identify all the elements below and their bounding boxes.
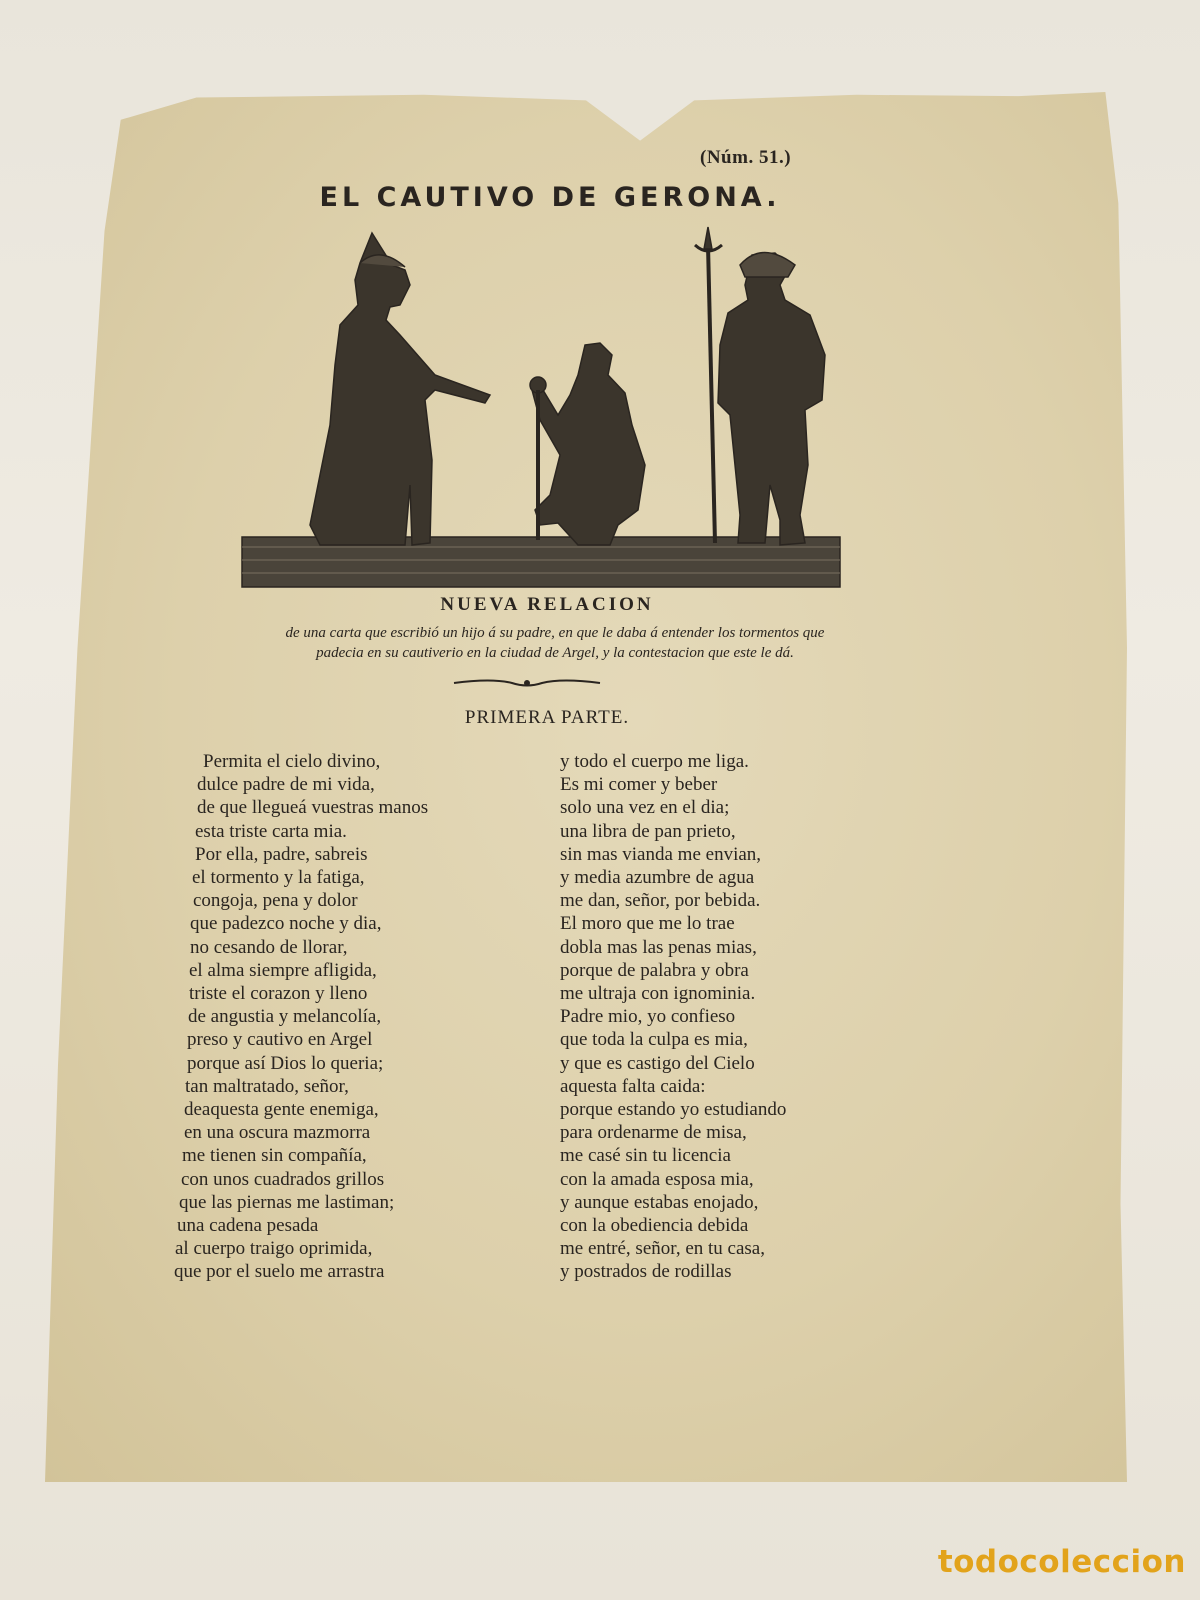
verse-line: Por ella, padre, sabreis [195,843,368,865]
verse-line: preso y cautivo en Argel [187,1029,373,1051]
verse-line: con la obediencia debida [560,1215,749,1237]
page-title: EL CAUTIVO DE GERONA. [319,182,781,213]
verse-line: porque de palabra y obra [560,959,749,981]
verse-line: porque estando yo estudiando [560,1099,787,1121]
verse-line: sin mas vianda me envian, [560,843,762,865]
verse-line: el tormento y la fatiga, [192,867,365,889]
verse-line: me ultraja con ignominia. [560,983,756,1005]
verse-line: el alma siempre afligida, [189,959,377,981]
verse-line: para ordenarme de misa, [560,1122,747,1144]
verse-line: aquesta falta caida: [560,1075,706,1097]
verse-line: me tienen sin compañía, [182,1145,367,1167]
subtitle: NUEVA RELACION [440,594,654,615]
verse-line: en una oscura mazmorra [184,1122,371,1144]
verse-line: deaquesta gente enemiga, [184,1099,379,1121]
description [210,623,900,663]
verse-line: al cuerpo traigo oprimida, [175,1238,373,1260]
verse-line: tan maltratado, señor, [185,1075,349,1097]
verse-line: y postrados de rodillas [560,1261,732,1283]
verse-line: que padezco noche y dia, [190,913,382,935]
verse-line: y que es castigo del Cielo [560,1052,755,1074]
verse-line: me casé sin tu licencia [560,1145,731,1167]
verse-line: de angustia y melancolía, [188,1006,382,1028]
ornament-divider-icon [452,676,602,690]
verse-line: porque así Dios lo queria; [187,1052,384,1074]
verse-line: que toda la culpa es mia, [560,1029,748,1051]
description-line-2: padecia en su cautiverio en la ciudad de Argel, y la contestacion que este le dá. [316,645,794,661]
verse-line: Permita el cielo divino, [203,751,381,772]
verse-line: triste el corazon y lleno [189,983,368,1005]
watermark-text: todocoleccion [937,1544,1186,1580]
verse-line: solo una vez en el dia; [560,797,730,819]
verse-line: me entré, señor, en tu casa, [560,1238,765,1260]
verse-column-right [560,750,786,1284]
description-line-1: de una carta que escribió un hijo á su padre, en que le daba á entender los tormentos que [285,625,825,641]
verse-line: El moro que me lo trae [560,913,735,935]
issue-number: (Núm. 51.) [700,147,792,168]
verse-line: que las piernas me lastiman; [179,1191,395,1213]
verse-line: de que llegueá vuestras manos [197,797,429,819]
verse-line: dobla mas las penas mias, [560,936,757,958]
verse-line: no cesando de llorar, [190,936,348,958]
part-heading: PRIMERA PARTE. [464,707,630,728]
verse-line: con la amada esposa mia, [560,1168,754,1190]
verse-line: una libra de pan prieto, [560,820,736,842]
verse-line: Padre mio, yo confieso [560,1006,736,1028]
verse-line: dulce padre de mi vida, [197,774,375,796]
verse-line: y aunque estabas enojado, [560,1191,759,1213]
verse-line: y media azumbre de agua [560,867,755,889]
verse-line: Es mi comer y beber [560,774,718,796]
watermark-logo [938,1544,1186,1580]
verse-line: con unos cuadrados grillos [181,1168,385,1190]
verse-line: esta triste carta mia. [195,820,347,842]
verse-line: una cadena pesada [177,1215,319,1237]
verse-line: me dan, señor, por bebida. [560,890,761,912]
verse-line: y todo el cuerpo me liga. [560,751,749,772]
verse-line: congoja, pena y dolor [193,890,358,912]
woodcut-illustration-icon [240,225,842,590]
verse-column-left [174,750,429,1284]
verse-line: que por el suelo me arrastra [174,1261,385,1283]
